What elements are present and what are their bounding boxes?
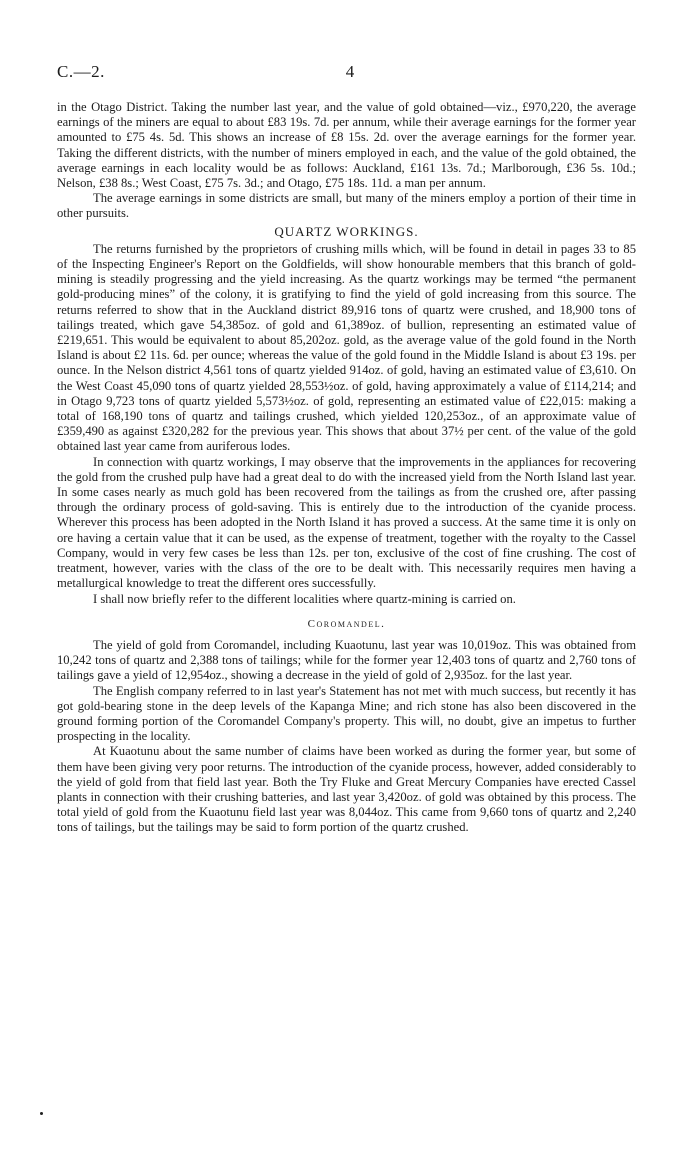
paragraph-localities-intro: I shall now briefly refer to the different localities where quartz-mining is carried on.	[93, 591, 516, 606]
paragraph-average-earnings: The average earnings in some districts are small, but many of the miners employ a portion of their time in other pursuits.	[57, 191, 636, 221]
paragraph-quartz-returns: The returns furnished by the proprietors of crushing mills which, will be found in detail in pages 33 to 85 of the Inspecting Engineer's Report on the Goldfields, will show honourable members that this branch of gold-mining is steadily progressing and the yield increasing. As the quartz workings may be termed “the permanent gold-producing mines” of the colony, it is gratifying to find the yield of gold increasing from this source. The returns referred to show that in the Auckland district 89,916 tons of quartz were crushed, and 18,900 tons of tailings treated, which gave 54,385oz. of gold and 61,389oz. of bullion, representing an estimated value of £219,651. This would be equivalent to about 85,202oz. gold, as the average value of the gold found in the North Island is about £2 11s. 6d. per ounce; whereas the value of the gold found in the Middle Island is about £3 19s. per ounce. In the Nelson district 4,561 tons of quartz yielded 914oz. of gold, having an estimated value of £3,610. On the West Coast 45,090 tons of quartz yielded 28,553½oz. of gold, having approximately a value of £114,214; and in Otago 9,723 tons of quartz yielded 5,573½oz. of gold, representing an estimated value of £22,015: making a total of 168,190 tons of quartz and tailings crushed, which yielded 120,253oz., of an approximate value of £359,490 as against £320,282 for the previous year. This shows that about 37½ per cent. of the value of the gold obtained last year came from auriferous lodes.	[57, 241, 636, 454]
margin-mark	[40, 1112, 43, 1115]
page-header	[57, 62, 643, 86]
page-body	[57, 100, 636, 836]
document-reference: C.—2.	[57, 62, 105, 81]
paragraph-coromandel-yield: The yield of gold from Coromandel, including Kuaotunu, last year was 10,019oz. This was obtained from 10,242 tons of quartz and 2,388 tons of tailings; while for the former year 12,403 tons of quartz and 2,760 tons of tailings gave a yield of 12,954oz., showing a decrease in the yield of gold of 2,935oz. for the last year.	[57, 637, 636, 683]
paragraph-otago-earnings: in the Otago District. Taking the number last year, and the value of gold obtained—viz., £970,220, the average earnings of the miners are equal to about £83 19s. 7d. per annum, while their average earnings for the former year amounted to £75 4s. 5d. This shows an increase of £8 15s. 2d. over the average earnings for the former year. Taking the different districts, with the number of miners employed in each, and the value of the gold obtained, the average earnings in each locality would be as follows: Auckland, £161 13s. 7d.; Marlborough, £36 5s. 10d.; Nelson, £38 8s.; West Coast, £75 7s. 3d.; and Otago, £75 18s. 11d. a man per annum.	[57, 100, 636, 191]
paragraph-kuaotunu: At Kuaotunu about the same number of claims have been worked as during the former year, but some of them have been giving very poor returns. The introduction of the cyanide process, however, added considerably to the yield of gold from that field last year. Both the Try Fluke and Great Mercury Companies have erected Cassel plants in connection with their crushing batteries, and last year 3,420oz. of gold was obtained by this process. The total yield of gold from the Kuaotunu field last year was 8,044oz. This came from 9,660 tons of quartz and 2,240 tons of tailings, but the tailings may be said to form portion of the quartz crushed.	[57, 744, 636, 835]
paragraph-english-company: The English company referred to in last year's Statement has not met with much success, but recently it has got gold-bearing stone in the deep levels of the Kapanga Mine; and rich stone has also been discovered in the ground forming portion of the Coromandel Company's property. This will, no doubt, give an impetus to further prospecting in the locality.	[57, 683, 636, 744]
paragraph-cyanide-process: In connection with quartz workings, I may observe that the improvements in the appliances for recovering the gold from the crushed pulp have had a great deal to do with the increased yield from the North Island last year. In some cases nearly as much gold has been recovered from the tailings as from the crushed ore, after passing through the ordinary process of gold-saving. This is entirely due to the introduction of the cyanide process. Wherever this process has been adopted in the North Island it has proved a success. At the same time it is only on ore having a certain value that it can be used, as the expense of treatment, together with the royalty to the Cassel Company, would in very few cases be less than 12s. per ton, exclusive of the cost of fine crushing. The cost of treatment, however, varies with the class of the ore to be dealt with. This necessarily requires men having a metallurgical knowledge to treat the different ores successfully.	[57, 454, 636, 591]
section-heading-coromandel: Coromandel.	[307, 617, 386, 630]
section-heading-quartz-workings: QUARTZ WORKINGS.	[274, 223, 419, 239]
page-number: 4	[345, 62, 355, 81]
